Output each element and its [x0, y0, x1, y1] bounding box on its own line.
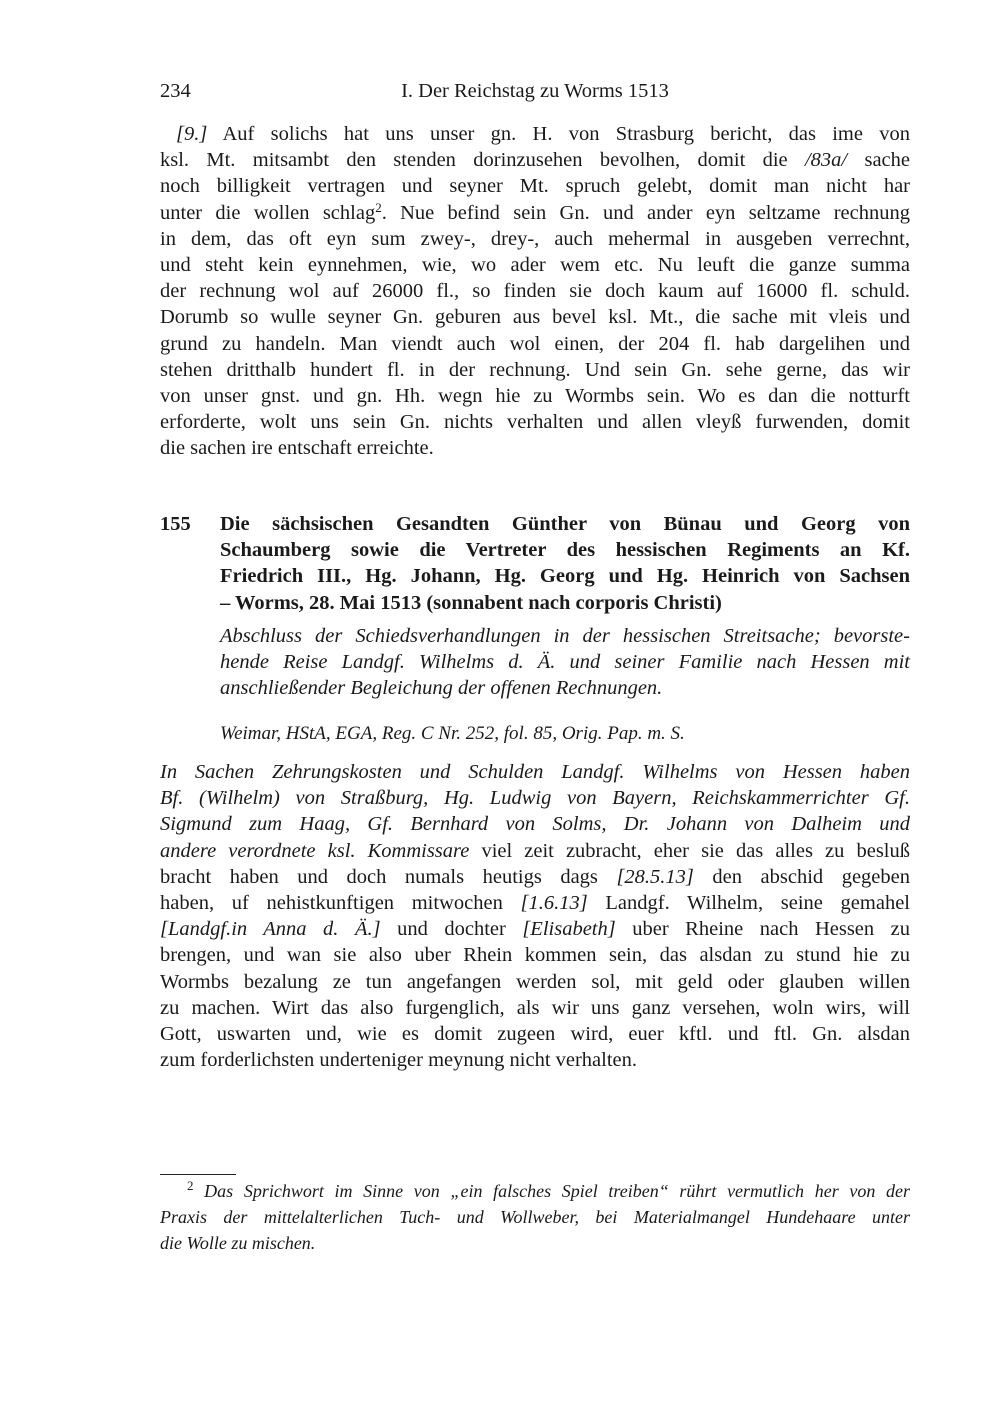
footnote-rule [160, 1174, 236, 1175]
text-segment: andere verordnete ksl. Kommissare [160, 839, 470, 862]
text-line [160, 838, 910, 864]
text-line [160, 864, 910, 890]
text-segment: viel zeit zubracht, eher sie das alles zu besluß [469, 839, 910, 862]
text-line [220, 649, 910, 675]
text-line [160, 435, 910, 461]
running-head: I. Der Reichstag zu Worms 1513 [401, 80, 669, 102]
text-segment: die Wolle zu mischen. [160, 1233, 316, 1253]
text-segment: uber Rheine nach Hessen zu [615, 918, 911, 941]
text-segment: Weimar, HStA, EGA, Reg. C Nr. 252, fol. 85, Orig. Pap. m. S. [220, 723, 685, 744]
text-segment: [9.] [176, 123, 208, 145]
text-line [160, 995, 910, 1021]
text-line [160, 252, 910, 278]
text-line [220, 675, 910, 701]
text-segment: /83a/ [804, 149, 848, 172]
text-line [160, 916, 910, 942]
footnote-2 [160, 1178, 910, 1256]
footnote-marker: 2 [375, 199, 382, 215]
document-heading [220, 511, 910, 616]
text-segment: zum forderlichsten underteniger meynung nicht verhalten. [160, 1049, 638, 1072]
text-line [160, 811, 910, 837]
text-segment: noch billigkeit vertragen und seyner Mt. spruch gelebt, domit man nicht har [160, 175, 910, 198]
page-number: 234 [160, 80, 191, 102]
text-line [160, 304, 910, 330]
text-segment: [28.5.13] [616, 865, 694, 888]
text-line [220, 623, 910, 649]
text-segment: grund zu handeln. Man viendt auch wol einen, der 204 fl. hab dargelihen und [160, 332, 910, 355]
text-segment: der rechnung wol auf 26000 fl., so finden sie doch kaum auf 16000 fl. schuld. [160, 280, 910, 303]
text-segment: zu machen. Wirt das also furgenglich, als wir uns ganz versehen, woln wirs, will [160, 996, 910, 1019]
text-segment: den abschid gegeben [693, 865, 910, 888]
text-segment: und steht kein eynnehmen, wie, wo ader wem etc. Nu leuft die ganze summa [160, 253, 910, 276]
document-number: 155 [160, 513, 191, 535]
text-line [160, 147, 910, 173]
text-segment: . Nue befind sein Gn. und ander eyn seltzame rechnung [381, 201, 910, 224]
text-line [160, 1021, 910, 1047]
footnote-marker: 2 [187, 1178, 194, 1193]
text-segment: – Worms, 28. Mai 1513 (sonnabent nach corporis Christi) [220, 591, 722, 614]
text-segment: [Landgf.in Anna d. Ä.] [160, 918, 381, 941]
document-summary [220, 623, 910, 702]
text-segment: in dem, das oft eyn sum zwey-, drey-, auch mehermal in ausgeben verrechnt, [160, 227, 910, 250]
text-line [160, 890, 910, 916]
text-segment: Bf. (Wilhelm) von Straßburg, Hg. Ludwig von Bayern, Reichskammerrichter Gf. [160, 787, 910, 810]
text-segment: bracht haben und doch numals heutigs dags [160, 865, 617, 888]
text-segment: stehen dritthalb hundert fl. in der rechnung. Und sein Gn. sehe gerne, das wir [160, 358, 910, 381]
paragraph-9 [160, 121, 910, 461]
text-segment: Praxis der mittelalterlichen Tuch- und Wollweber, bei Materialmangel Hundehaare unter [160, 1207, 910, 1227]
text-segment: haben, uf nehistkunftigen mitwochen [160, 891, 521, 914]
text-line [160, 121, 910, 147]
text-segment: von unser gnst. und gn. Hh. wegn hie zu Wormbs sein. Wo es dan die notturft [160, 384, 910, 407]
text-segment: und dochter [380, 918, 523, 941]
document-source [220, 721, 910, 747]
text-line [160, 785, 910, 811]
text-segment: ksl. Mt. mitsambt den stenden dorinzusehen bevolhen, domit die [160, 149, 805, 172]
text-line [160, 357, 910, 383]
text-line [160, 226, 910, 252]
text-segment: Dorumb so wulle seyner Gn. geburen aus bevel ksl. Mt., die sache mit vleis und [160, 306, 910, 329]
text-segment: anschließender Begleichung der offenen Rechnungen. [220, 677, 663, 700]
text-segment: die sachen ire entschaft erreichte. [160, 437, 434, 460]
text-segment: brengen, und wan sie also uber Rhein kommen sein, das alsdan zu stund hie zu [160, 944, 910, 967]
text-line [220, 511, 910, 537]
text-segment: Friedrich III., Hg. Johann, Hg. Georg und Hg. Heinrich von Sachsen [220, 565, 910, 588]
text-segment: hende Reise Landgf. Wilhelms d. Ä. und seiner Familie nach Hessen mit [220, 651, 910, 674]
text-segment: In Sachen Zehrungskosten und Schulden Landgf. Wilhelms von Hessen haben [160, 761, 910, 783]
text-line [160, 200, 910, 226]
text-segment: Wormbs bezalung ze tun angefangen werden sol, mit geld oder glauben willen [160, 970, 910, 993]
text-segment: Landgf. Wilhelm, seine gemahel [587, 891, 910, 914]
text-line [160, 969, 910, 995]
text-line [160, 759, 910, 785]
text-segment: sache [847, 149, 910, 172]
text-segment: Gott, uswarten und, wie es domit zugeen wird, euer kftl. und ftl. Gn. alsdan [160, 1022, 910, 1045]
text-line [160, 409, 910, 435]
text-segment: [Elisabeth] [522, 918, 616, 941]
text-line [220, 721, 910, 747]
document-body [160, 759, 910, 1073]
text-segment: [1.6.13] [520, 891, 588, 914]
text-segment: unter die wollen schlag [160, 201, 376, 224]
text-line [220, 537, 910, 563]
text-segment: Abschluss der Schiedsverhandlungen in der hessischen Streitsache; bevorste- [220, 625, 910, 647]
text-line [160, 942, 910, 968]
text-segment: Das Sprichwort im Sinne von „ein falsches Spiel treiben“ rührt vermutlich her von der [193, 1181, 910, 1201]
text-line [160, 1047, 910, 1073]
text-line [160, 1178, 910, 1204]
text-line [160, 173, 910, 199]
text-line [220, 590, 910, 616]
text-line [160, 383, 910, 409]
text-segment: Sigmund zum Haag, Gf. Bernhard von Solms, Dr. Johann von Dalheim und [160, 813, 910, 836]
text-line [160, 278, 910, 304]
text-line [220, 563, 910, 589]
text-segment: Schaumberg sowie die Vertreter des hessischen Regiments an Kf. [220, 539, 910, 562]
text-segment: erforderte, wolt uns sein Gn. nichts verhalten und allen vleyß furwenden, domit [160, 411, 910, 434]
text-segment: Auf solichs hat uns unser gn. H. von Strasburg bericht, das ime von [207, 123, 910, 145]
text-line [160, 1204, 910, 1230]
text-segment: Die sächsischen Gesandten Günther von Bünau und Georg von [220, 513, 910, 535]
text-line [160, 1230, 910, 1256]
text-line [160, 331, 910, 357]
